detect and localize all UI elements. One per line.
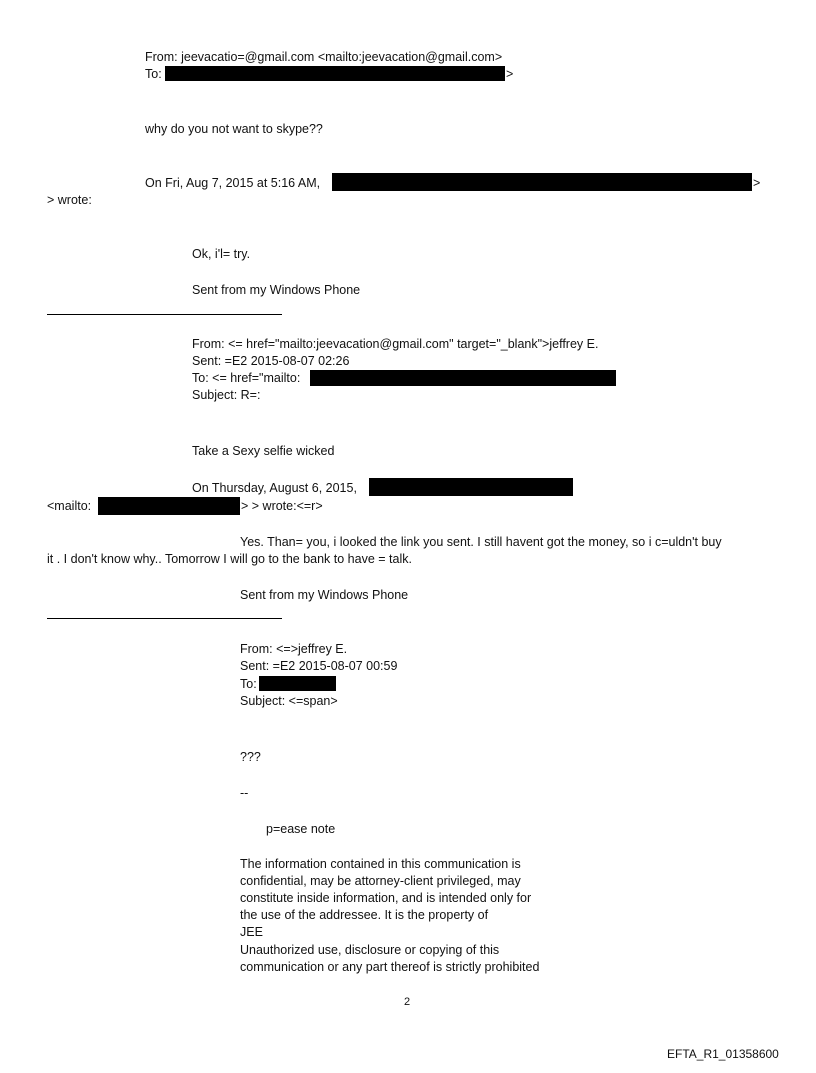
msg3-body: ??? [240, 750, 261, 764]
msg3-dashes: -- [240, 786, 249, 800]
msg3-note: p=ease note [266, 822, 336, 836]
page-number: 2 [404, 996, 411, 1008]
disclaimer-line: JEE [240, 925, 263, 939]
header-to-label: To: [145, 67, 162, 81]
msg2-quote-wrote: > > wrote:<=r> [241, 499, 323, 513]
disclaimer-line: communication or any part thereof is strictly prohibited [240, 960, 540, 974]
msg3-from: From: <=>jeffrey E. [240, 642, 348, 656]
header-body: why do you not want to skype?? [145, 122, 323, 136]
disclaimer-line: The information contained in this communication is [240, 857, 521, 871]
redaction-bar [259, 676, 336, 691]
reply2-signature: Sent from my Windows Phone [240, 588, 409, 602]
msg2-quote-intro: On Thursday, August 6, 2015, [192, 481, 357, 495]
msg2-body: Take a Sexy selfie wicked [192, 444, 335, 458]
redaction-bar [332, 173, 752, 191]
header-quote-intro: On Fri, Aug 7, 2015 at 5:16 AM, [145, 176, 321, 190]
msg3-subject: Subject: <=span> [240, 694, 338, 708]
msg3-to-label: To: [240, 677, 257, 691]
msg2-mailto: <mailto: [47, 499, 92, 513]
msg2-to: To: <= href="mailto: [192, 371, 301, 385]
header-quote-wrote: > wrote: [47, 193, 92, 207]
msg2-sent: Sent: =E2 2015-08-07 02:26 [192, 354, 350, 368]
msg3-sent: Sent: =E2 2015-08-07 00:59 [240, 659, 398, 673]
reply2-line2: it . I don't know why.. Tomorrow I will go to the bank to have = talk. [47, 552, 412, 566]
msg2-from: From: <= href="mailto:jeevacation@gmail.com" target="_blank">jeffrey E. [192, 337, 599, 351]
document-id: EFTA_R1_01358600 [667, 1047, 779, 1061]
header-from-line: From: jeevacatio=@gmail.com <mailto:jeevacation@gmail.com> [145, 50, 503, 64]
reply2-line1: Yes. Than= you, i looked the link you sent. I still havent got the money, so i c=uldn't buy [240, 535, 722, 549]
reply1-line: Ok, i'l= try. [192, 247, 251, 261]
disclaimer-line: constitute inside information, and is intended only for [240, 891, 532, 905]
redaction-bar [369, 478, 573, 496]
reply1-signature: Sent from my Windows Phone [192, 283, 361, 297]
redaction-bar [165, 66, 505, 81]
separator-rule [47, 618, 282, 619]
separator-rule [47, 314, 282, 315]
redaction-bar [98, 497, 240, 515]
redaction-bar [310, 370, 616, 386]
header-quote-end: > [753, 176, 761, 190]
msg2-subject: Subject: R=: [192, 388, 261, 402]
disclaimer-line: confidential, may be attorney-client privileged, may [240, 874, 521, 888]
header-to-end: > [506, 67, 514, 81]
disclaimer-line: the use of the addressee. It is the property of [240, 908, 489, 922]
disclaimer-line: Unauthorized use, disclosure or copying of this [240, 943, 500, 957]
